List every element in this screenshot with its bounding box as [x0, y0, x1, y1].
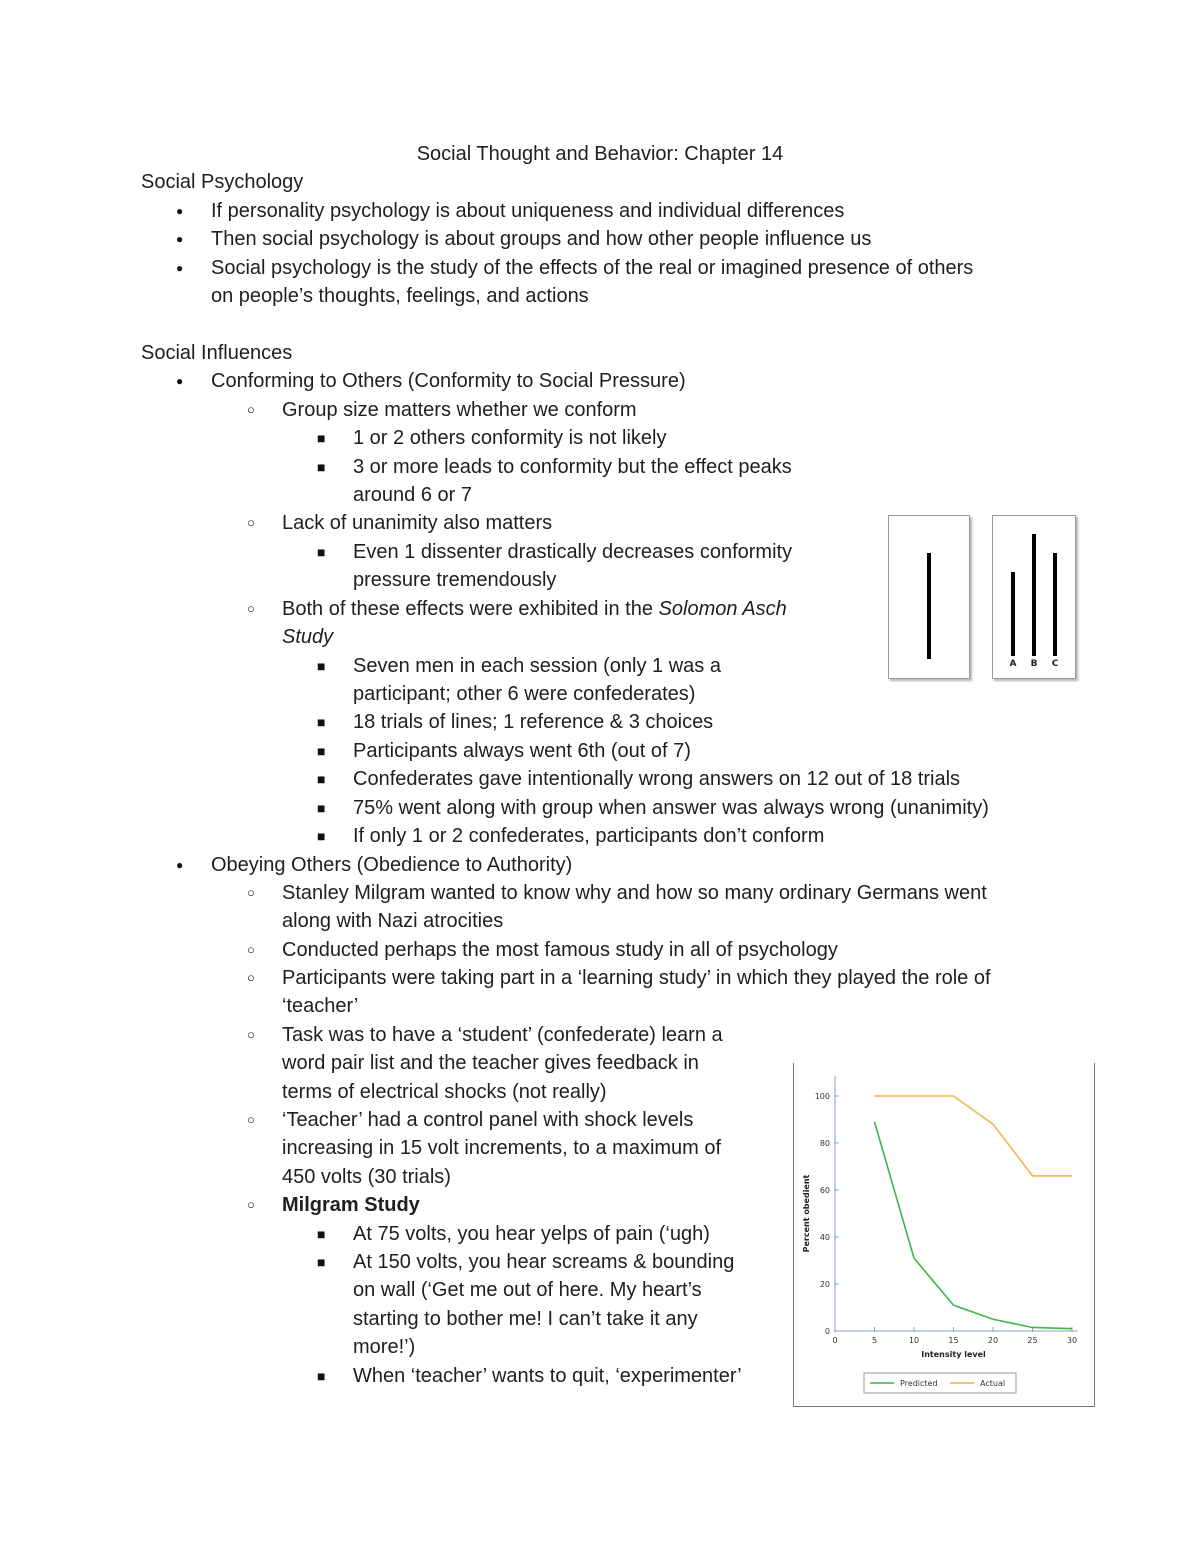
document-title: Social Thought and Behavior: Chapter 14: [416, 143, 784, 165]
y-tick-label: 20: [819, 1280, 830, 1289]
list-item: Participants were taking part in a ‘learning study’ in which they played the role of: [282, 967, 991, 989]
list-item-continued: 450 volts (30 trials): [282, 1166, 451, 1188]
list-item: Participants always went 6th (out of 7): [353, 740, 691, 762]
list-item: Confederates gave intentionally wrong answers on 12 out of 18 trials: [353, 768, 961, 790]
asch-choice-card: [992, 515, 1076, 679]
disc-bullet: ●: [176, 261, 184, 275]
asch-reference-card: [888, 515, 970, 679]
square-bullet: ■: [317, 828, 326, 844]
list-item-continued: increasing in 15 volt increments, to a maximum of: [282, 1137, 722, 1159]
disc-bullet: ●: [176, 858, 184, 872]
series-line-actual: [875, 1096, 1073, 1176]
milgram-chart: [794, 1063, 1094, 1406]
list-item-continued: word pair list and the teacher gives feedback in: [282, 1052, 699, 1074]
list-item-continued: ‘teacher’: [282, 995, 359, 1017]
square-bullet: ■: [317, 743, 326, 759]
list-item: When ‘teacher’ wants to quit, ‘experimenter’: [353, 1365, 742, 1387]
circle-bullet: ○: [247, 970, 255, 985]
list-item: Conducted perhaps the most famous study in all of psychology: [282, 939, 838, 961]
disc-bullet: ●: [176, 374, 184, 388]
square-bullet: ■: [317, 771, 326, 787]
milgram-chart-frame: [793, 1063, 1095, 1407]
choice-line-a: [1011, 572, 1015, 656]
list-item-continued: pressure tremendously: [353, 569, 557, 591]
circle-bullet: ○: [247, 515, 255, 530]
legend-label-predicted: Predicted: [900, 1379, 938, 1388]
legend-label-actual: Actual: [980, 1379, 1006, 1388]
y-tick-label: 100: [814, 1092, 830, 1101]
y-tick-label: 0: [824, 1327, 830, 1336]
list-item: Then social psychology is about groups and how other people influence us: [211, 228, 872, 250]
y-tick-label: 40: [819, 1233, 830, 1242]
circle-bullet: ○: [247, 601, 255, 616]
choice-label-a: A: [1009, 659, 1017, 669]
choice-label-b: B: [1030, 659, 1038, 669]
obedience-heading: Obeying Others (Obedience to Authority): [211, 854, 573, 876]
square-bullet: ■: [317, 800, 326, 816]
circle-bullet: ○: [247, 1112, 255, 1127]
y-tick-label: 80: [819, 1139, 830, 1148]
x-tick-label: 20: [987, 1336, 999, 1345]
disc-bullet: ●: [176, 232, 184, 246]
list-item-continued: terms of electrical shocks (not really): [282, 1081, 607, 1103]
y-axis-label: Percent obedient: [802, 1174, 811, 1253]
choice-label-c: C: [1051, 659, 1059, 669]
list-item: Task was to have a ‘student’ (confederate) learn a: [282, 1024, 723, 1046]
list-item-continued: on wall (‘Get me out of here. My heart’s: [353, 1279, 702, 1301]
square-bullet: ■: [317, 1226, 326, 1242]
list-item-continued: [282, 623, 333, 651]
list-item: Seven men in each session (only 1 was a: [353, 655, 721, 677]
asch-study-name-cont: Study: [282, 626, 334, 648]
circle-bullet: ○: [247, 1027, 255, 1042]
list-item-continued: participant; other 6 were confederates): [353, 683, 696, 705]
square-bullet: ■: [317, 658, 326, 674]
list-item: Even 1 dissenter drastically decreases conformity: [353, 541, 793, 563]
reference-line: [927, 553, 931, 659]
asch-prefix-text: Both of these effects were exhibited in the: [282, 598, 659, 620]
section-heading-social-influences: Social Influences: [141, 342, 293, 364]
square-bullet: ■: [317, 714, 326, 730]
list-item: If personality psychology is about uniqueness and individual differences: [211, 200, 845, 222]
section-heading-social-psychology: Social Psychology: [141, 171, 304, 193]
list-item-continued: starting to bother me! I can’t take it any: [353, 1308, 698, 1330]
series-line-predicted: [875, 1122, 1073, 1329]
x-tick-label: 5: [871, 1336, 878, 1345]
list-item: 18 trials of lines; 1 reference & 3 choices: [353, 711, 714, 733]
list-item: Stanley Milgram wanted to know why and how so many ordinary Germans went: [282, 882, 987, 904]
list-item: At 75 volts, you hear yelps of pain (‘ugh): [353, 1223, 710, 1245]
square-bullet: ■: [317, 1368, 326, 1384]
list-item-continued: around 6 or 7: [353, 484, 472, 506]
asch-study-item: [282, 595, 787, 623]
list-item: ‘Teacher’ had a control panel with shock levels: [282, 1109, 694, 1131]
list-item: Group size matters whether we conform: [282, 399, 637, 421]
list-item: Lack of unanimity also matters: [282, 512, 553, 534]
choice-line-b: [1032, 534, 1036, 656]
list-item: If only 1 or 2 confederates, participants don’t conform: [353, 825, 825, 847]
circle-bullet: ○: [247, 402, 255, 417]
circle-bullet: ○: [247, 885, 255, 900]
conformity-heading: Conforming to Others (Conformity to Social Pressure): [211, 370, 686, 392]
circle-bullet: ○: [247, 1197, 255, 1212]
disc-bullet: ●: [176, 204, 184, 218]
y-tick-label: 60: [819, 1186, 830, 1195]
asch-study-name: Solomon Asch: [658, 598, 787, 620]
square-bullet: ■: [317, 1254, 326, 1270]
list-item: 3 or more leads to conformity but the effect peaks: [353, 456, 792, 478]
circle-bullet: ○: [247, 942, 255, 957]
list-item: At 150 volts, you hear screams & bounding: [353, 1251, 735, 1273]
choice-line-c: [1053, 553, 1057, 656]
list-item: 1 or 2 others conformity is not likely: [353, 427, 667, 449]
list-item-continued: on people’s thoughts, feelings, and actions: [211, 285, 589, 307]
square-bullet: ■: [317, 459, 326, 475]
milgram-study-bold: Milgram Study: [282, 1194, 420, 1216]
x-tick-label: 0: [832, 1336, 838, 1345]
list-item: 75% went along with group when answer was always wrong (unanimity): [353, 797, 989, 819]
list-item: Social psychology is the study of the effects of the real or imagined presence of others: [211, 257, 974, 279]
x-axis-label: Intensity level: [921, 1350, 986, 1359]
square-bullet: ■: [317, 430, 326, 446]
milgram-study-heading: [282, 1191, 420, 1219]
list-item-continued: more!’): [353, 1336, 416, 1358]
x-tick-label: 30: [1066, 1336, 1078, 1345]
x-tick-label: 25: [1027, 1336, 1038, 1345]
x-tick-label: 10: [908, 1336, 920, 1345]
x-tick-label: 15: [948, 1336, 959, 1345]
list-item-continued: along with Nazi atrocities: [282, 910, 504, 932]
square-bullet: ■: [317, 544, 326, 560]
